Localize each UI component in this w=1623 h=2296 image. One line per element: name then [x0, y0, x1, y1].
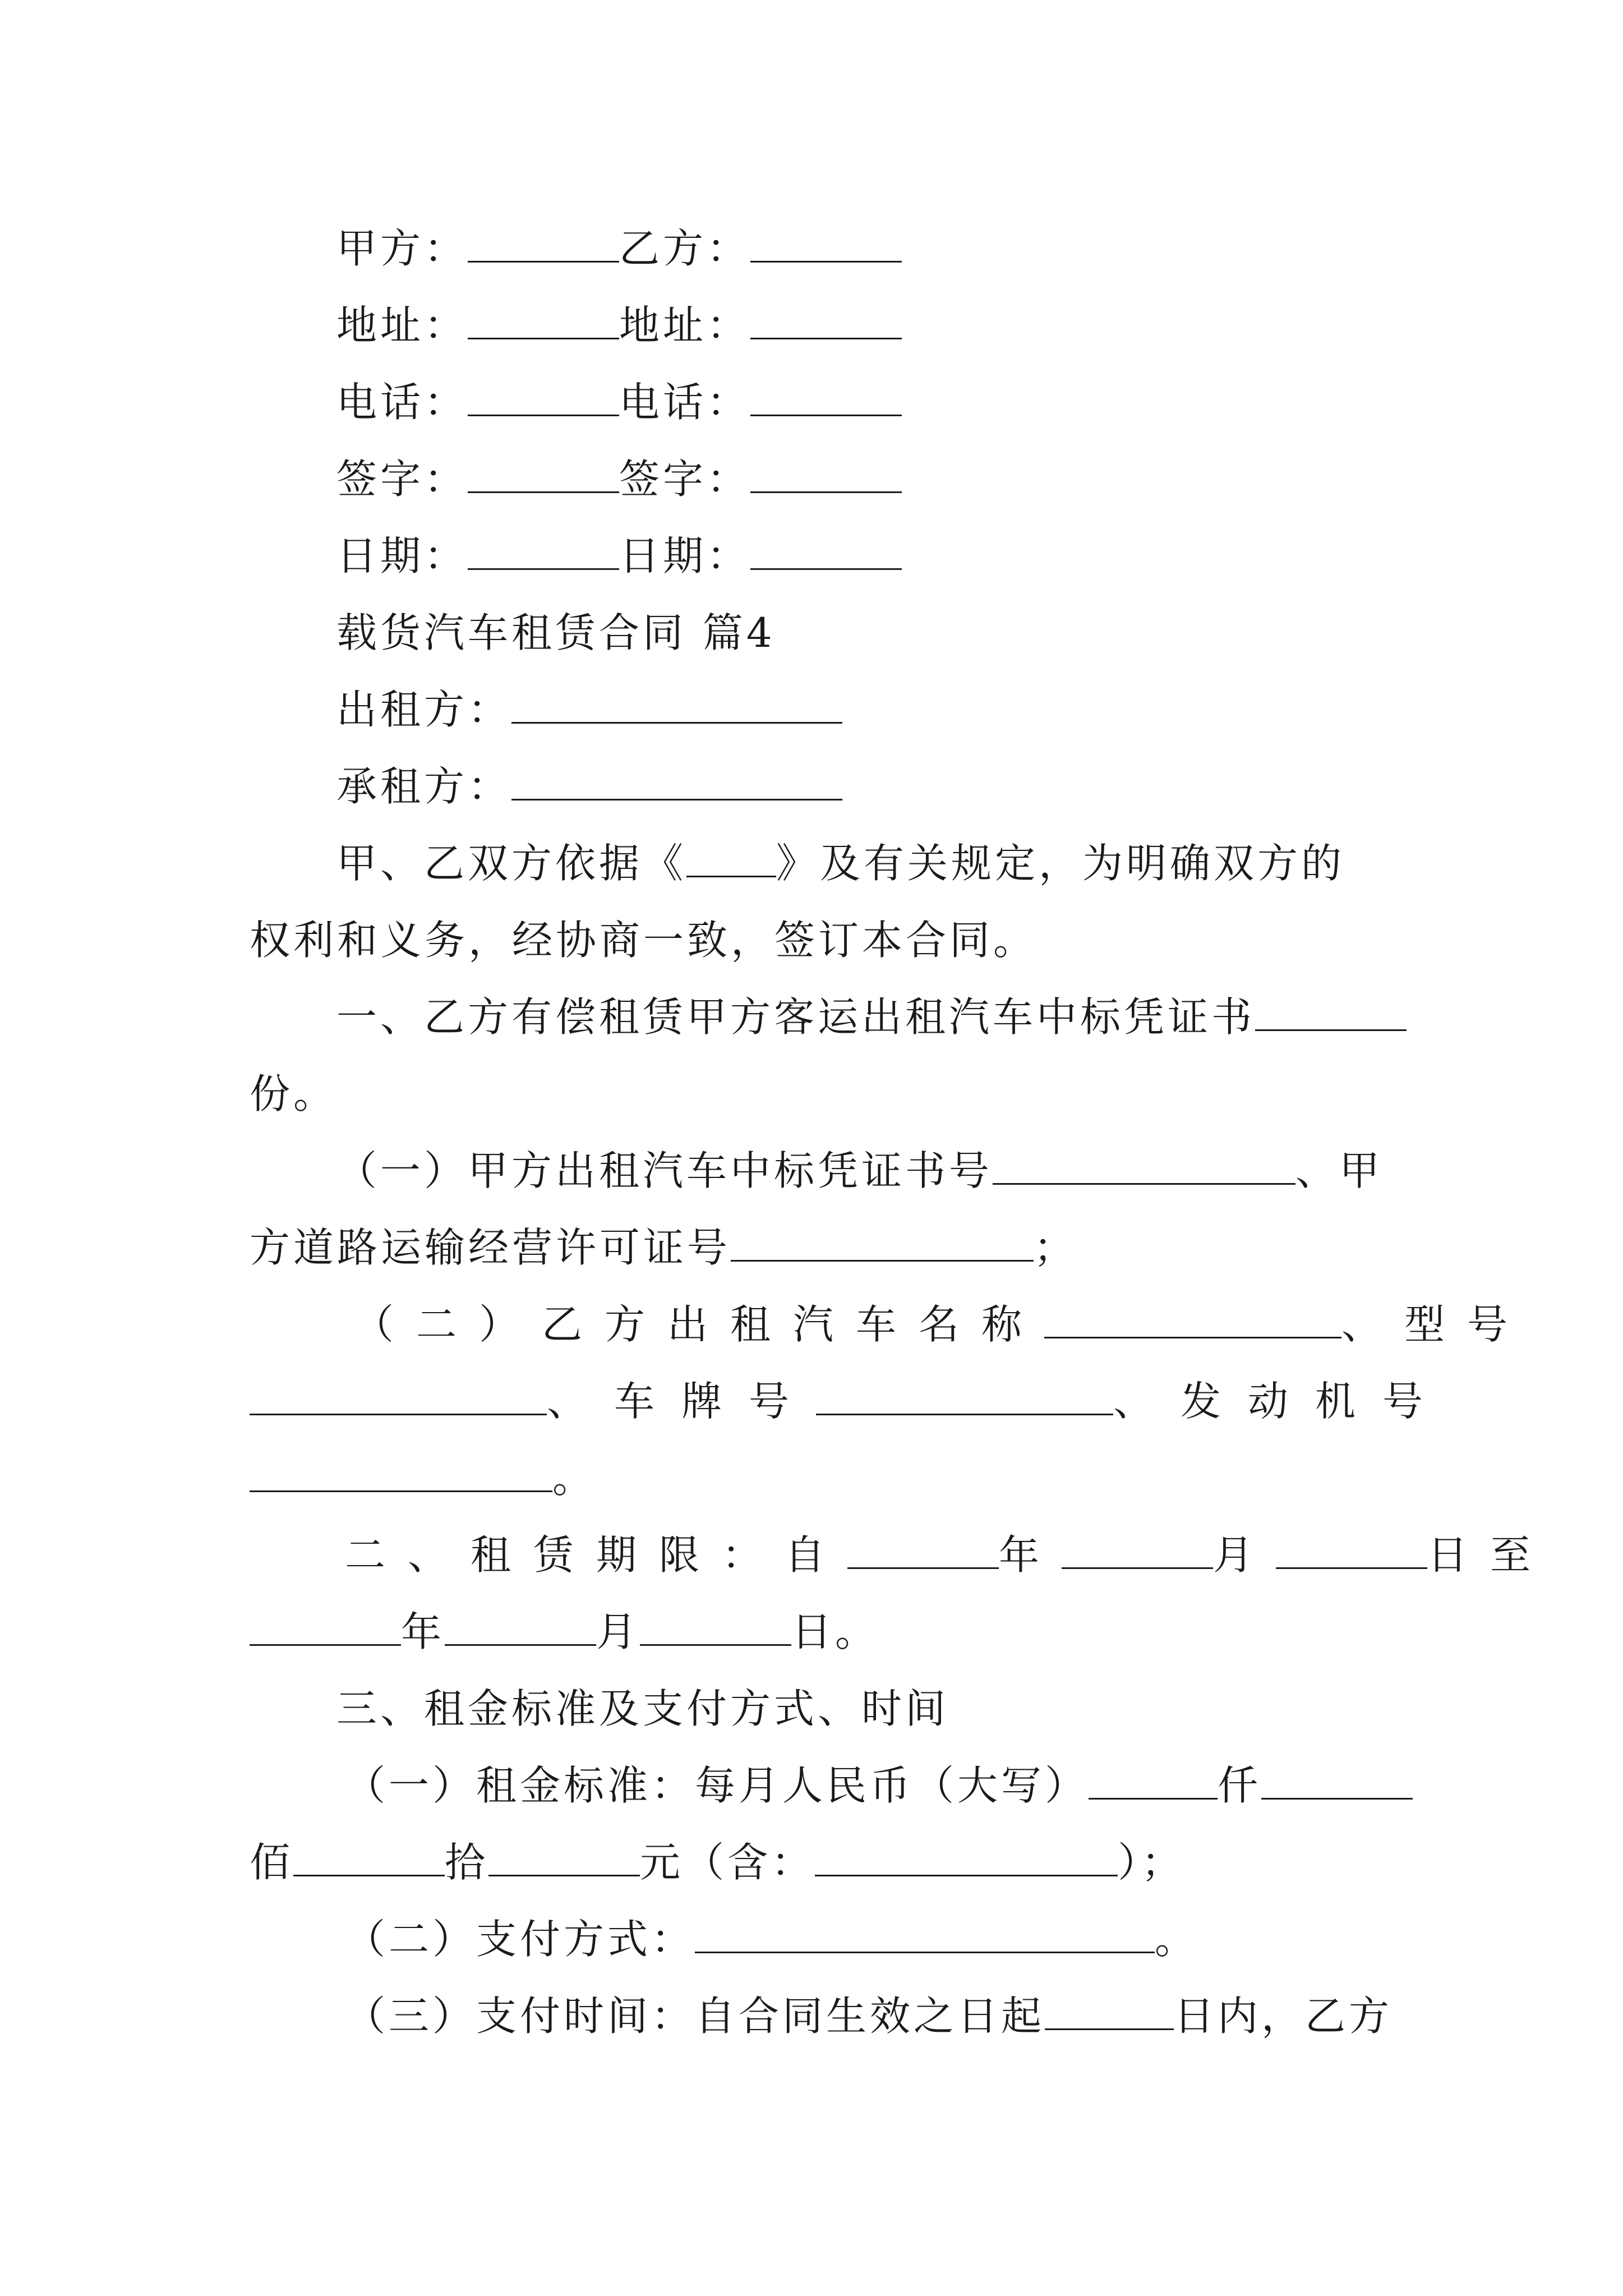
date-blank-a: [468, 532, 619, 570]
date-row: [336, 531, 902, 581]
plate-blank: [816, 1378, 1113, 1415]
lessor-blank: [511, 686, 842, 724]
yuan-blank: [488, 1839, 640, 1876]
end-month-label: 月: [596, 1608, 640, 1655]
sub2-text-e: 。: [552, 1455, 597, 1502]
start-day-blank: [1276, 1531, 1427, 1569]
sign-label-b: 签字：: [619, 455, 751, 503]
ten-blank: [293, 1839, 445, 1876]
clause2-text: 二、租赁期限：自: [345, 1531, 848, 1579]
lessee-label: 承租方：: [336, 763, 512, 810]
lessee-row: [336, 761, 842, 812]
end-day-label: 日。: [791, 1608, 879, 1655]
sub2-text-c: 、车牌号: [547, 1378, 817, 1425]
sign-row: [336, 454, 902, 504]
clause1-line-1: [336, 992, 1407, 1042]
payment-time-text: （三）支付时间：自合同生效之日起: [345, 1993, 1045, 2040]
clause1-text: 一、乙方有偿租赁甲方客运出租汽车中标凭证书: [336, 993, 1256, 1041]
intro-line-1: [336, 838, 1345, 889]
end-day-blank: [640, 1608, 791, 1646]
day-to-label: 日至: [1427, 1531, 1553, 1579]
end-year-blank: [250, 1608, 401, 1646]
sign-label-a: 签字：: [336, 455, 468, 503]
clause1-sub1-line-1: [336, 1145, 1383, 1196]
rent-standard-text: （一）租金标准：每月人民币（大写）: [345, 1762, 1089, 1809]
clause1-line-2: 份。: [250, 1070, 338, 1117]
payment-method-end: 。: [1155, 1916, 1199, 1963]
phone-label-b: 电话：: [619, 379, 751, 426]
party-a-label: 甲方：: [336, 225, 468, 272]
party-a-row: [336, 223, 902, 274]
thousand-label: 仟: [1218, 1762, 1262, 1809]
vehicle-name-blank: [1044, 1301, 1341, 1338]
end-year-label: 年: [401, 1608, 445, 1655]
payment-time-end: 日内，乙方: [1174, 1993, 1393, 2040]
phone-blank-b: [750, 379, 902, 416]
phone-label-a: 电话：: [336, 379, 468, 426]
clause3-sub2: [345, 1914, 1198, 1964]
start-year-blank: [847, 1531, 999, 1569]
yuan-label: 元（含：: [640, 1839, 815, 1886]
engine-number-blank: [250, 1455, 552, 1492]
sub2-text-d: 、发动机号: [1113, 1378, 1450, 1425]
lessor-label: 出租方：: [336, 686, 512, 733]
clause1-sub2-line-1: [353, 1299, 1530, 1350]
sign-blank-a: [468, 455, 619, 493]
clause3-sub1-line-2: [250, 1837, 1185, 1888]
clause1-sub1-line-2: [250, 1222, 1077, 1273]
clause3-sub3: [345, 1991, 1393, 2041]
phone-row: [336, 377, 902, 427]
intro-text-b: 》及有关规定，为明确双方的: [776, 840, 1345, 887]
clause1-sub2-line-3: [250, 1453, 596, 1503]
clause2-line-2: [250, 1607, 879, 1657]
close-paren: ）；: [1118, 1839, 1186, 1886]
address-row: [336, 300, 902, 351]
year-label: 年: [999, 1531, 1062, 1579]
address-label-a: 地址：: [336, 302, 468, 349]
payment-days-blank: [1045, 1993, 1174, 2030]
intro-line-2: 权利和义务，经协商一致，签订本合同。: [250, 917, 1038, 964]
intro-text-a: 甲、乙双方依据《: [336, 840, 687, 887]
clause3-sub1-line-1: [345, 1760, 1413, 1811]
date-label-b: 日期：: [619, 532, 751, 579]
party-b-blank: [750, 225, 902, 263]
sub1-text-b: 、甲: [1295, 1147, 1384, 1194]
ten-label: 拾: [445, 1839, 489, 1886]
end-month-blank: [445, 1608, 596, 1646]
hundred-label: 佰: [250, 1839, 294, 1886]
address-label-b: 地址：: [619, 302, 751, 349]
party-a-blank: [468, 225, 619, 263]
model-blank: [250, 1378, 547, 1415]
address-blank-b: [750, 302, 902, 339]
phone-blank-a: [468, 379, 619, 416]
sub2-text-b: 、型号: [1341, 1301, 1530, 1348]
tax-included-blank: [815, 1839, 1118, 1876]
certificate-number-blank: [993, 1147, 1295, 1185]
lessee-blank: [511, 763, 842, 800]
address-blank-a: [468, 302, 619, 339]
sub1-text-d: ；: [1034, 1224, 1078, 1271]
payment-method-blank: [695, 1916, 1155, 1953]
law-name-blank: [686, 840, 776, 877]
start-month-blank: [1062, 1531, 1213, 1569]
party-b-label: 乙方：: [619, 225, 751, 272]
payment-method-text: （二）支付方式：: [345, 1916, 695, 1963]
clause3-title: 三、租金标准及支付方式、时间: [336, 1685, 949, 1732]
certificate-count-blank: [1255, 993, 1407, 1031]
date-label-a: 日期：: [336, 532, 468, 579]
month-label: 月: [1213, 1531, 1276, 1579]
clause2-line-1: [345, 1530, 1553, 1580]
license-number-blank: [731, 1224, 1034, 1262]
clause1-sub2-line-2: [250, 1376, 1450, 1427]
thousand-blank: [1089, 1762, 1218, 1800]
section-title: 载货汽车租赁合同 篇4: [336, 609, 776, 656]
sign-blank-b: [750, 455, 902, 493]
date-blank-b: [750, 532, 902, 570]
hundred-blank: [1261, 1762, 1413, 1800]
sub1-text-a: （一）甲方出租汽车中标凭证书号: [336, 1147, 993, 1194]
sub2-text-a: （二）乙方出租汽车名称: [353, 1301, 1045, 1348]
lessor-row: [336, 684, 842, 735]
sub1-text-c: 方道路运输经营许可证号: [250, 1224, 731, 1271]
